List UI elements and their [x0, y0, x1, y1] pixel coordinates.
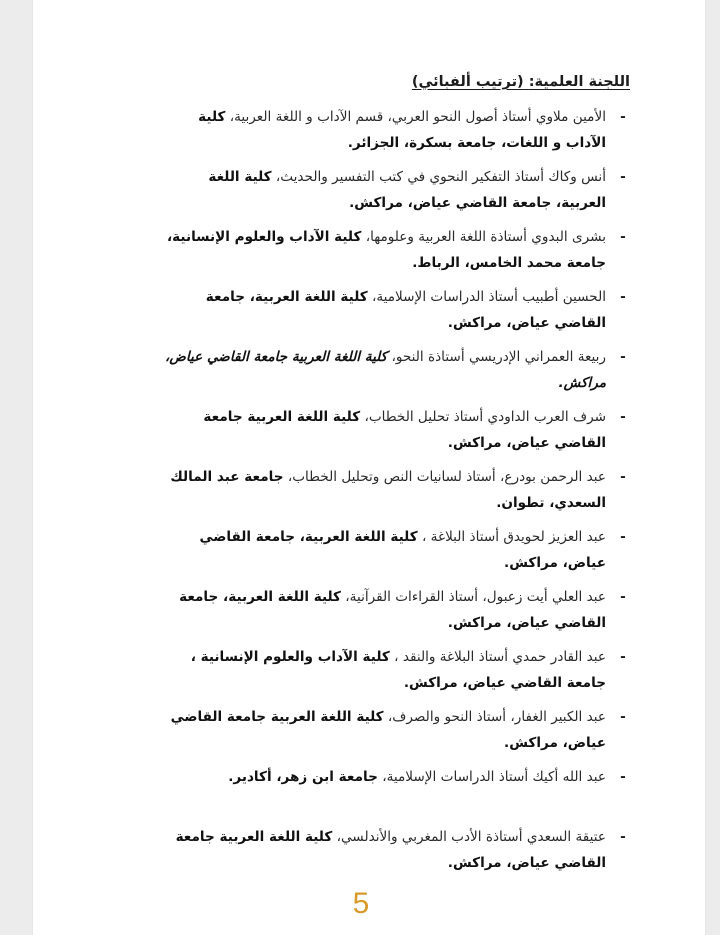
bullet-dash: - [620, 289, 626, 305]
member-item [160, 164, 630, 224]
bullet-dash: - [620, 589, 626, 605]
member-item [160, 704, 630, 764]
member-institution: كلية الآداب و اللغات، جامعة بسكرة، الجزائر. [198, 109, 606, 151]
member-role: أستاذة اللغة العربية وعلومها، [365, 229, 527, 245]
bullet-dash: - [620, 109, 626, 125]
member-institution: جامعة ابن زهر، أكادير. [228, 769, 378, 785]
member-item [160, 764, 630, 824]
heading-sub: (ترتيب ألفبائي) [411, 74, 524, 90]
member-role: أستاذ الدراسات الإسلامية، [382, 769, 529, 785]
committee-member-list [160, 104, 630, 884]
member-name: عبد الرحمن بودرع، [500, 469, 606, 485]
member-institution: جامعة عبد المالك السعدي، تطوان. [170, 469, 606, 511]
member-institution: كلية اللغة العربية، جامعة القاضي عياض، مراكش. [208, 169, 606, 211]
member-item [160, 644, 630, 704]
bullet-dash: - [620, 169, 626, 185]
bullet-dash: - [620, 709, 626, 725]
member-name: الأمين ملاوي [535, 109, 606, 125]
member-name: بشرى البدوي [531, 229, 606, 245]
bullet-dash: - [620, 829, 626, 845]
member-item [160, 344, 630, 404]
heading-main: اللجنة العلمية: [528, 74, 630, 90]
member-role: أستاذ التفكير النحوي في كتب التفسير والحديث، [275, 169, 545, 185]
member-institution: كلية اللغة العربية جامعة القاضي عياض، مراكش. [165, 349, 606, 391]
member-institution: كلية اللغة العربية، جامعة القاضي عياض، مراكش. [205, 289, 606, 331]
member-institution: كلية الآداب والعلوم الإنسانية ، جامعة القاضي عياض، مراكش. [190, 649, 606, 691]
member-role: أستاذ النحو والصرف، [387, 709, 507, 725]
member-institution: كلية اللغة العربية جامعة القاضي عياض، مراكش. [203, 409, 606, 451]
member-name: عبد العلي أيت زعبول، [482, 589, 606, 605]
member-name: عبد القادر حمدي [512, 649, 606, 665]
member-institution: كلية اللغة العربية، جامعة القاضي عياض، مراكش. [199, 529, 606, 571]
member-role: أستاذة النحو، [391, 349, 465, 365]
member-name: عبد الكبير الغفار، [510, 709, 606, 725]
member-name: الحسين أطبيب [522, 289, 606, 305]
member-item [160, 584, 630, 644]
document-page [33, 0, 705, 935]
committee-section [160, 70, 630, 884]
member-item [160, 104, 630, 164]
member-item [160, 284, 630, 344]
member-name: عبد العزيز لحويدق [503, 529, 606, 545]
member-name: أنس وكاك [548, 169, 606, 185]
bullet-dash: - [620, 349, 626, 365]
bullet-dash: - [620, 649, 626, 665]
member-name: عبد الله أكيك [532, 769, 606, 785]
member-name: شرف العرب الداودي [487, 409, 606, 425]
bullet-dash: - [620, 769, 626, 785]
member-institution: كلية اللغة العربية جامعة القاضي عياض، مراكش. [175, 829, 606, 871]
member-role: أستاذة الأدب المغربي والأندلسي، [336, 829, 523, 845]
member-item [160, 224, 630, 284]
member-role: أستاذ أصول النحو العربي، قسم الآداب و اللغة العربية، [229, 109, 532, 125]
committee-heading [160, 70, 630, 94]
member-role: أستاذ لسانيات النص وتحليل الخطاب، [287, 469, 496, 485]
member-item [160, 404, 630, 464]
member-institution: كلية الآداب والعلوم الإنسانية، جامعة محمد الخامس، الرباط. [167, 229, 606, 271]
page-number: 5 [352, 887, 370, 920]
bullet-dash: - [620, 229, 626, 245]
member-role: أستاذ البلاغة والنقد ، [394, 649, 509, 665]
member-item [160, 824, 630, 884]
member-role: أستاذ البلاغة ، [421, 529, 499, 545]
member-item [160, 524, 630, 584]
member-item [160, 464, 630, 524]
bullet-dash: - [620, 469, 626, 485]
member-role: أستاذ القراءات القرآنية، [345, 589, 479, 605]
member-institution: كلية اللغة العربية، جامعة القاضي عياض، مراكش. [179, 589, 606, 631]
member-name: ربيعة العمراني الإدريسي [468, 349, 606, 365]
bullet-dash: - [620, 409, 626, 425]
member-role: أستاذ الدراسات الإسلامية، [372, 289, 518, 305]
bullet-dash: - [620, 529, 626, 545]
member-role: أستاذ تحليل الخطاب، [364, 409, 484, 425]
member-institution: كلية اللغة العربية جامعة القاضي عياض، مراكش. [170, 709, 606, 751]
member-name: عتيقة السعدي [526, 829, 606, 845]
